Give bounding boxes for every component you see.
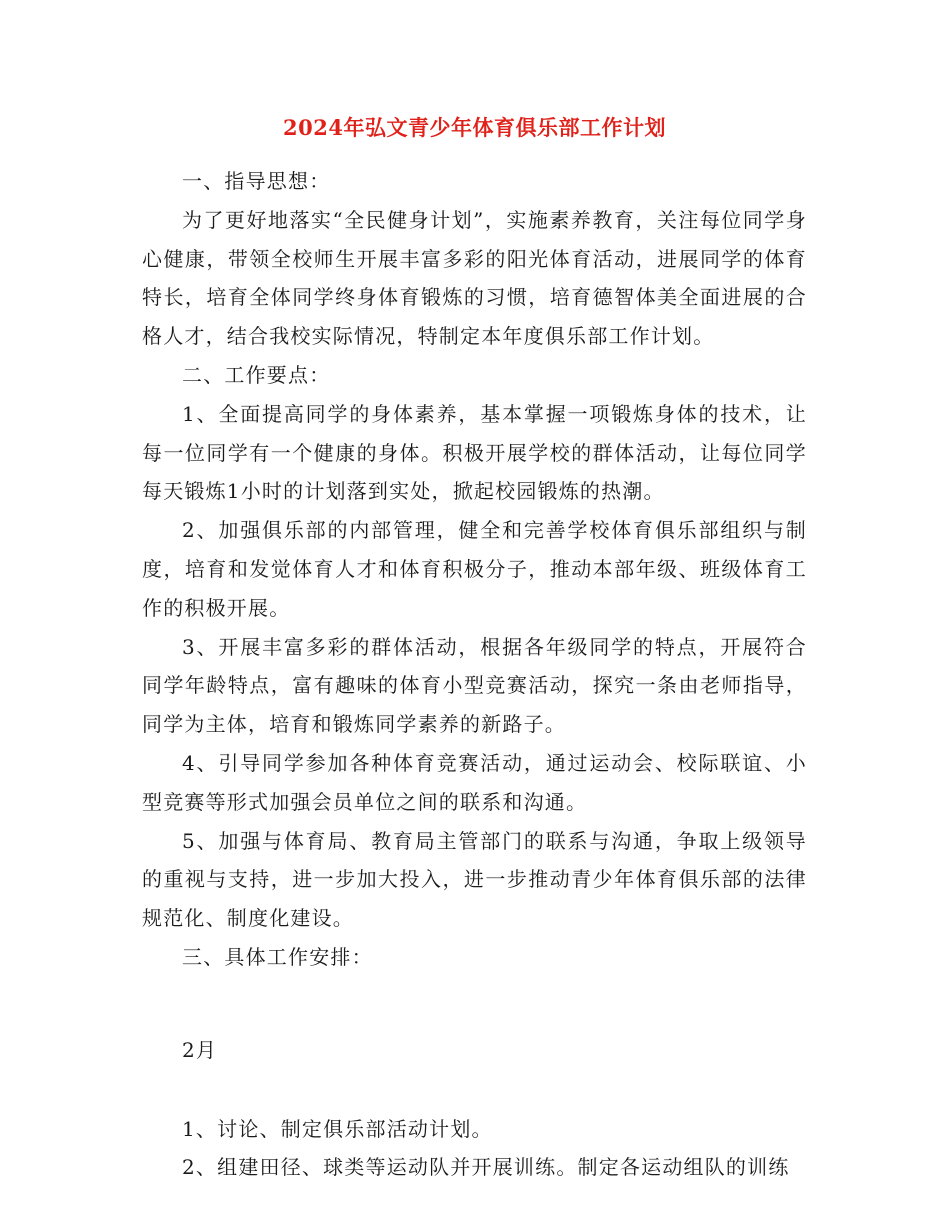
section-heading-guiding-ideology: 一、指导思想： <box>182 169 331 193</box>
month-label: 2月 <box>182 1037 218 1062</box>
work-point-3: 3、开展丰富多彩的群体活动，根据各年级同学的特点，开展符合同学年龄特点，富有趣味的体育小型竞赛活动，探究一条由老师指导，同学为主体，培育和锻炼同学素养的新路子。 <box>142 634 807 737</box>
document-title: 2024年弘文青少年体育俱乐部工作计划 <box>283 115 666 140</box>
work-point-2: 2、加强俱乐部的内部管理，健全和完善学校体育俱乐部组织与制度，培育和发觉体育人才和体育积极分子，推动本部年级、班级体育工作的积极开展。 <box>142 518 807 620</box>
section-heading-work-points: 二、工作要点： <box>182 362 331 387</box>
schedule-item-2: 2、组建田径、球类等运动队并开展训练。制定各运动组队的训练 <box>182 1155 790 1180</box>
section-heading-schedule: 三、具体工作安排： <box>182 944 373 969</box>
work-point-4: 4、引导同学参加各种体育竞赛活动，通过运动会、校际联谊、小型竞赛等形式加强会员单位之间的联系和沟通。 <box>142 750 807 814</box>
schedule-item-1: 1、讨论、制定俱乐部活动计划。 <box>182 1116 493 1141</box>
work-point-5: 5、加强与体育局、教育局主管部门的联系与沟通，争取上级领导的重视与支持，进一步加大投入，进一步推动青少年体育俱乐部的法律规范化、制度化建设。 <box>142 828 807 931</box>
document-body <box>142 112 807 1187</box>
section-paragraph-guiding-ideology: 为了更好地落实“全民健身计划”，实施素养教育，关注每位同学身心健康，带领全校师生开展丰富多彩的阳光体育活动，进展同学的体育特长，培育全体同学终身体育锻炼的习惯，培育德智体美全面进展的合格人才，结合我校实际情况，特制定本年度俱乐部工作计划。 <box>142 207 807 349</box>
work-point-1: 1、全面提高同学的身体素养，基本掌握一项锻炼身体的技术，让每一位同学有一个健康的身体。积极开展学校的群体活动，让每位同学每天锻炼1小时的计划落到实处，掀起校园锻炼的热潮。 <box>142 401 807 504</box>
